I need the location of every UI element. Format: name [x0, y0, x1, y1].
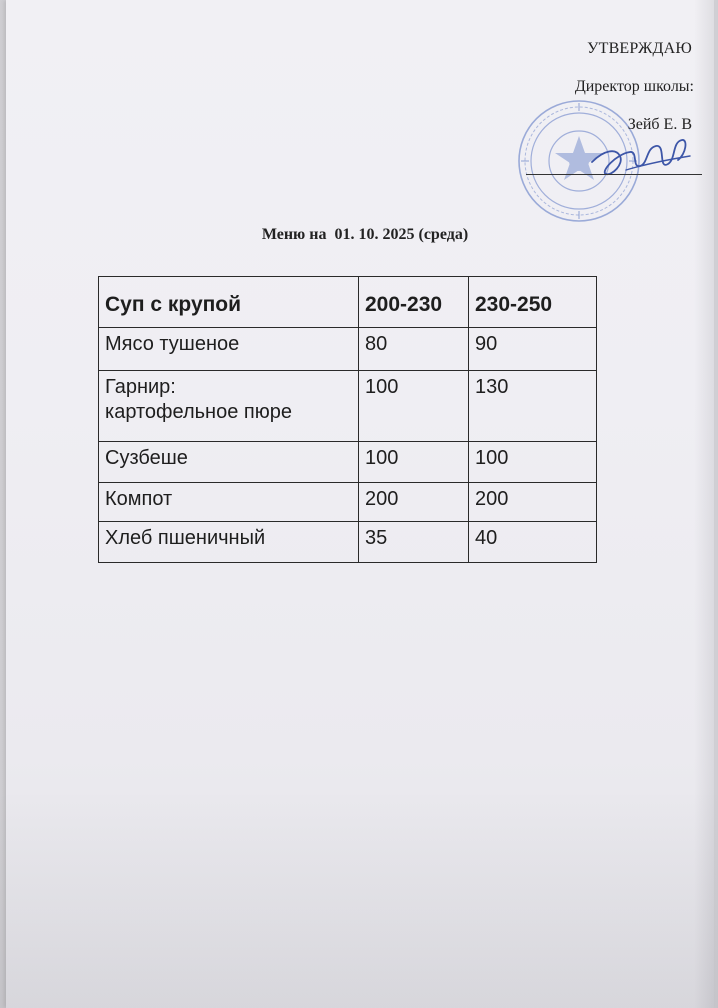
- portion-small: 100: [359, 442, 469, 483]
- menu-title: [6, 226, 718, 244]
- portion-large: 130: [469, 371, 597, 442]
- header-portion-large: 230-250: [469, 277, 597, 328]
- table-row: [99, 371, 597, 442]
- dish-name-line1: Гарнир:: [105, 376, 176, 398]
- table-row: [99, 483, 597, 522]
- dish-name-line2: картофельное пюре: [105, 401, 292, 423]
- menu-title-prefix: Меню на: [261, 226, 327, 243]
- portion-large: 200: [469, 483, 597, 522]
- dish-name: Хлеб пшеничный: [99, 522, 359, 563]
- paper-sheet: [6, 0, 714, 1008]
- dish-name: Мясо тушеное: [99, 328, 359, 371]
- menu-table: [98, 276, 597, 563]
- table-row: [99, 442, 597, 483]
- table-header-row: [99, 277, 597, 328]
- menu-date: 01. 10. 2025 (среда): [334, 226, 469, 243]
- header-dish: Суп с крупой: [99, 277, 359, 328]
- signature-line: [526, 174, 702, 175]
- director-name: Зейб Е. В: [627, 116, 692, 133]
- portion-large: 100: [469, 442, 597, 483]
- dish-name: Компот: [99, 483, 359, 522]
- portion-small: 200: [359, 483, 469, 522]
- dish-name: [99, 371, 359, 442]
- header-portion-small: 200-230: [359, 277, 469, 328]
- portion-large: 90: [469, 328, 597, 371]
- signature-icon: [586, 130, 706, 190]
- table-row: [99, 522, 597, 563]
- approve-label: УТВЕРЖДАЮ: [587, 40, 692, 57]
- portion-small: 100: [359, 371, 469, 442]
- table-row: [99, 328, 597, 371]
- portion-large: 40: [469, 522, 597, 563]
- director-position: Директор школы:: [574, 78, 694, 95]
- dish-name: Сузбеше: [99, 442, 359, 483]
- portion-small: 35: [359, 522, 469, 563]
- portion-small: 80: [359, 328, 469, 371]
